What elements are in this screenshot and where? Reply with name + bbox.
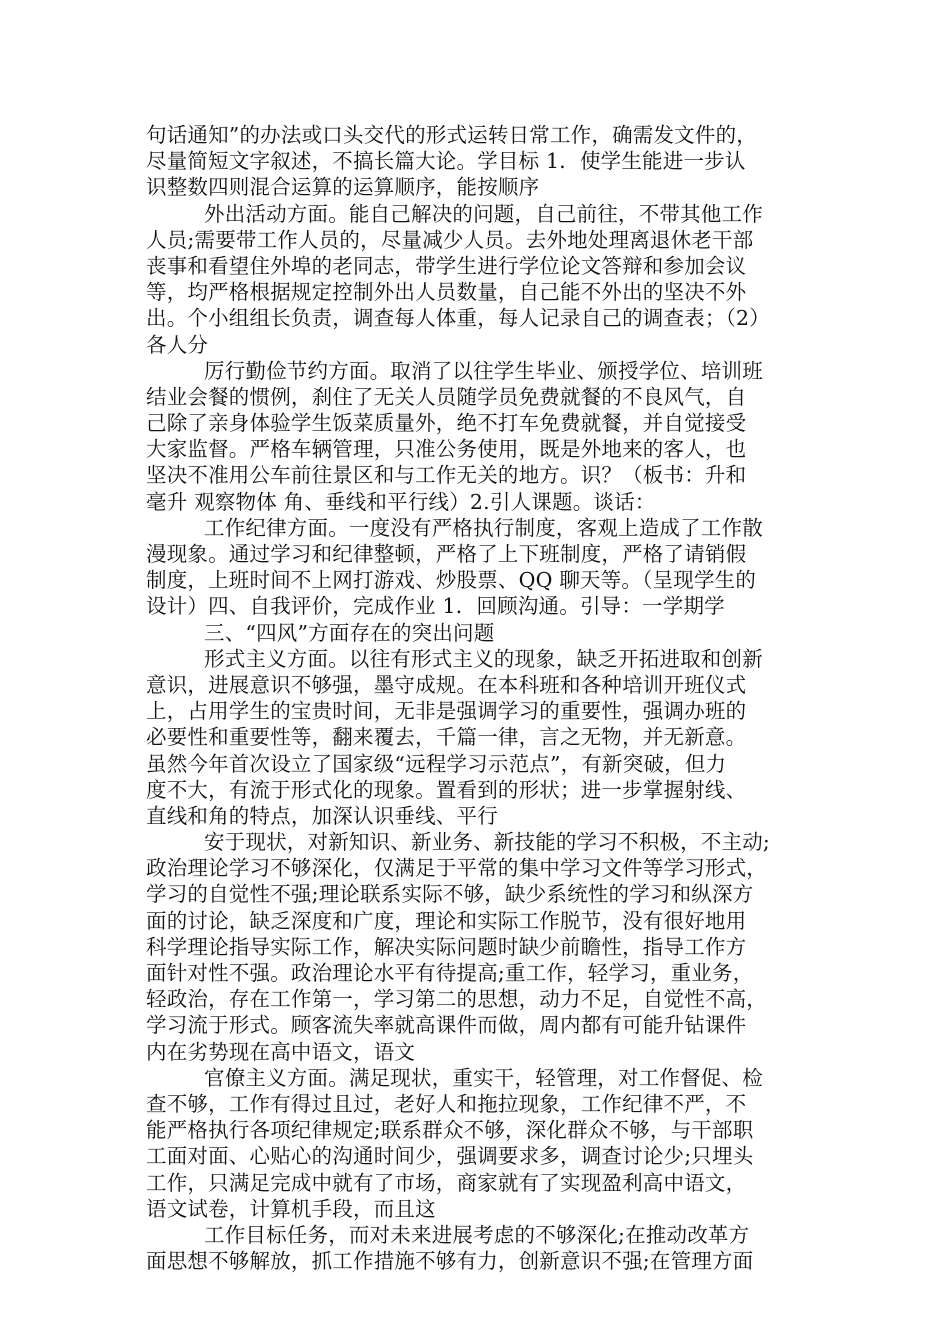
text-line: 坚决不准用公车前往景区和与工作无关的地方。识？（板书：升和 <box>146 463 747 488</box>
text-line: 各人分 <box>146 332 209 357</box>
text-line: 工作，只满足完成中就有了市场，商家就有了实现盈利高中语文， <box>146 1170 747 1195</box>
text-line: 毫升 观察物体 角、垂线和平行线）2.引人课题。谈话： <box>146 489 656 514</box>
text-line: 上，占用学生的宝贵时间，无非是强调学习的重要性，强调办班的 <box>146 699 747 724</box>
text-line: 设计）四、自我评价，完成作业 1．回顾沟通。引导：一学期学 <box>146 594 725 619</box>
text-line: 结业会餐的惯例，刹住了无关人员随学员免费就餐的不良风气，自 <box>146 384 747 409</box>
paragraph-first-line: 三、“四风”方面存在的突出问题 <box>204 620 495 645</box>
text-line: 面思想不够解放，抓工作措施不够有力，创新意识不强;在管理方面 <box>146 1249 754 1274</box>
text-line: 丧事和看望住外埠的老同志，带学生进行学位论文答辩和参加会议 <box>146 253 747 278</box>
paragraph-first-line: 安于现状，对新知识、新业务、新技能的学习不积极，不主动; <box>204 830 771 855</box>
text-line: 尽量简短文字叙述，不搞长篇大论。学目标 1．使学生能进一步认 <box>146 149 746 174</box>
text-line: 工面对面、心贴心的沟通时间少，强调要求多，调查讨论少;只埋头 <box>146 1144 754 1169</box>
text-line: 虽然今年首次设立了国家级“远程学习示范点”，有新突破，但力 <box>146 751 727 776</box>
text-line: 直线和角的特点，加深认识垂线、平行 <box>146 803 498 828</box>
text-line: 等，均严格根据规定控制外出人员数量，自己能不外出的坚决不外 <box>146 280 747 305</box>
text-line: 学习流于形式。顾客流失率就高课件而做，周内都有可能升钻课件 <box>146 1013 747 1038</box>
text-line: 识整数四则混合运算的运算顺序，能按顺序 <box>146 175 540 200</box>
text-line: 出。个小组组长负责，调查每人体重，每人记录自己的调查表；（2） <box>146 306 770 331</box>
text-line: 政治理论学习不够深化，仅满足于平常的集中学习文件等学习形式， <box>146 856 767 881</box>
text-line: 学习的自觉性不强;理论联系实际不够，缺少系统性的学习和纵深方 <box>146 882 754 907</box>
text-line: 面的讨论，缺乏深度和广度，理论和实际工作脱节，没有很好地用 <box>146 908 747 933</box>
text-line: 度不大，有流于形式化的现象。置看到的形状；进一步掌握射线、 <box>146 777 747 802</box>
text-line: 语文试卷，计算机手段，而且这 <box>146 1196 436 1221</box>
text-line: 人员;需要带工作人员的，尽量减少人员。去外地处理离退休老干部 <box>146 227 754 252</box>
text-line: 己除了亲身体验学生饭菜质量外，绝不打车免费就餐，并自觉接受 <box>146 411 747 436</box>
text-line: 漫现象。通过学习和纪律整顿，严格了上下班制度，严格了请销假 <box>146 542 747 566</box>
text-line: 内在劣势现在高中语文，语文 <box>146 1039 416 1064</box>
text-line: 意识，进展意识不够强，墨守成规。在本科班和各种培训开班仪式 <box>146 672 747 697</box>
text-line: 面针对性不强。政治理论水平有待提高;重工作，轻学习，重业务， <box>146 961 754 985</box>
paragraph-first-line: 形式主义方面。以往有形式主义的现象，缺乏开拓进取和创新 <box>204 646 763 671</box>
text-line: 句话通知”的办法或口头交代的形式运转日常工作，确需发文件的， <box>146 123 757 147</box>
text-line: 制度，上班时间不上网打游戏、炒股票、QQ 聊天等。（呈现学生的 <box>146 568 757 593</box>
text-line: 能严格执行各项纪律规定;联系群众不够，深化群众不够，与干部职 <box>146 1118 754 1143</box>
paragraph-first-line: 官僚主义方面。满足现状，重实干，轻管理，对工作督促、检 <box>204 1065 763 1090</box>
text-line: 科学理论指导实际工作，解决实际问题时缺少前瞻性，指导工作方 <box>146 934 747 959</box>
text-line: 必要性和重要性等，翻来覆去，千篇一律，言之无物，并无新意。 <box>146 725 747 750</box>
paragraph-first-line: 工作目标任务，而对未来进展考虑的不够深化;在推动改革方 <box>204 1222 750 1247</box>
text-line: 轻政治，存在工作第一，学习第二的思想，动力不足，自觉性不高， <box>146 987 767 1012</box>
text-line: 查不够，工作有得过且过，老好人和拖拉现象，工作纪律不严，不 <box>146 1091 747 1116</box>
paragraph-first-line: 工作纪律方面。一度没有严格执行制度，客观上造成了工作散 <box>204 515 763 540</box>
document-body <box>146 122 812 1274</box>
text-line: 大家监督。严格车辆管理，只准公务使用，既是外地来的客人，也 <box>146 437 747 462</box>
paragraph-first-line: 厉行勤俭节约方面。取消了以往学生毕业、颁授学位、培训班 <box>204 358 763 383</box>
paragraph-first-line: 外出活动方面。能自己解决的问题，自己前往，不带其他工作 <box>204 201 763 226</box>
